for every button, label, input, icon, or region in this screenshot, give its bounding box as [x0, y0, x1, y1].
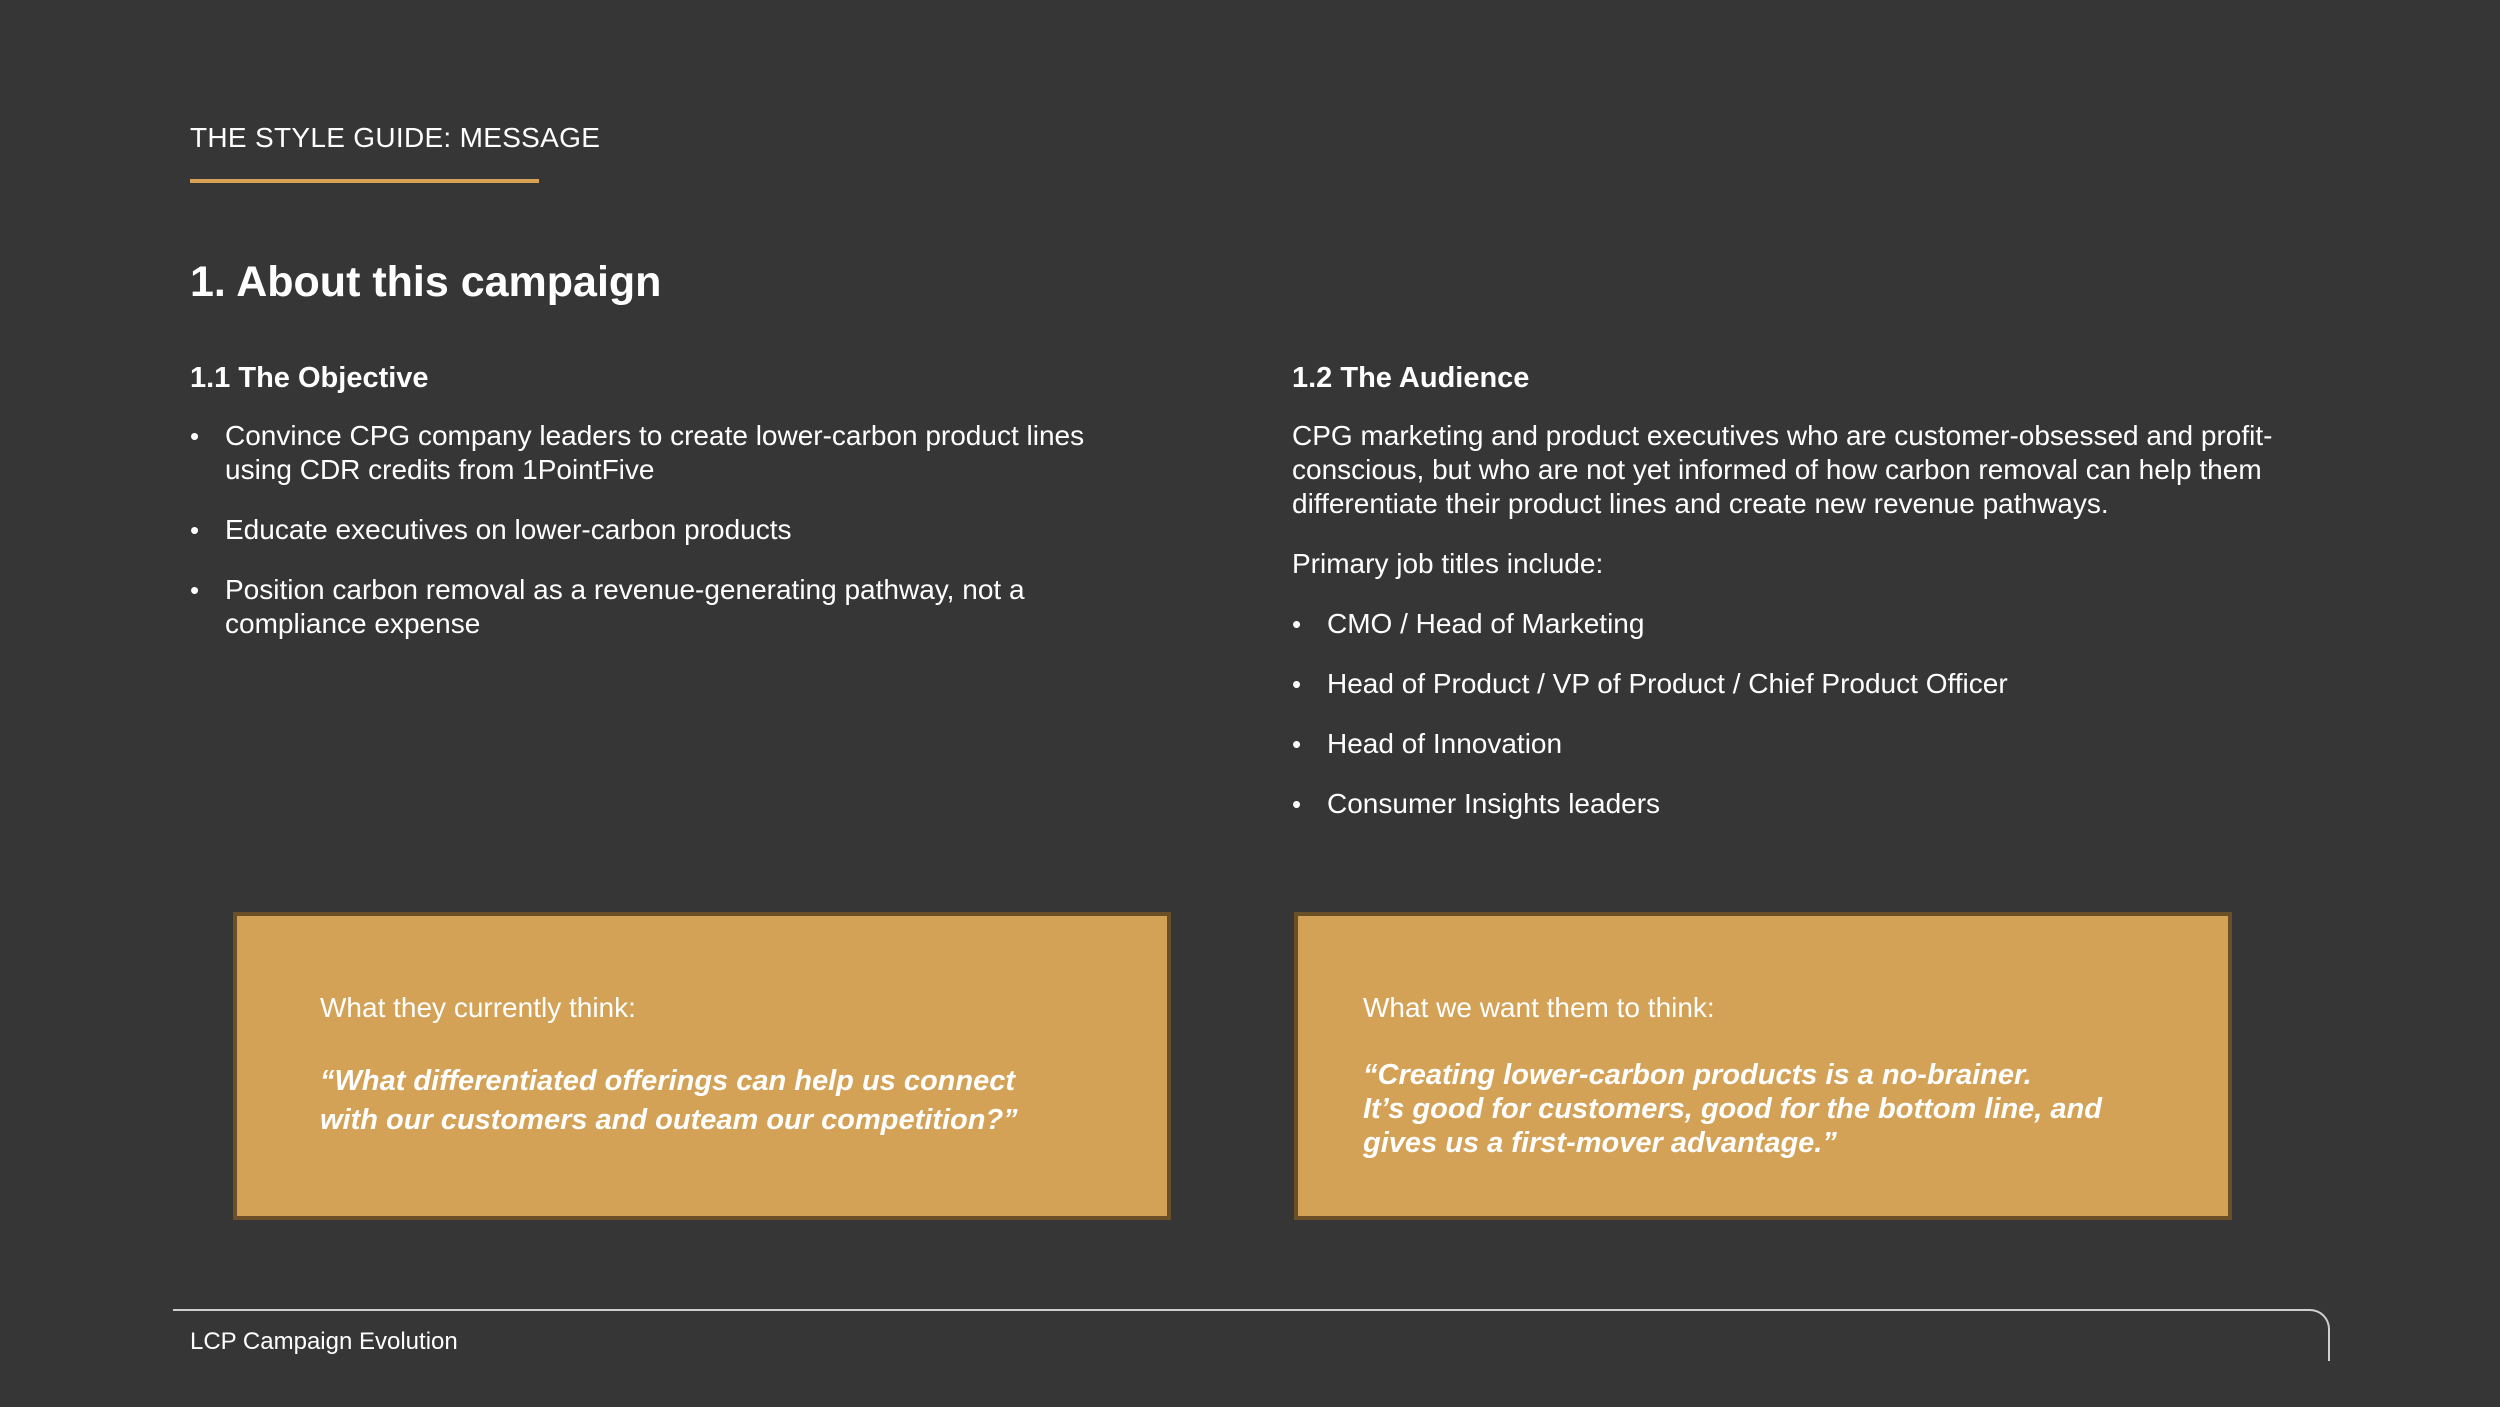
callout-quote-line: “Creating lower-carbon products is a no-brainer.: [1363, 1059, 2032, 1091]
footer-divider: [173, 1309, 2330, 1361]
callout-quote: “What differentiated offerings can help us connect with our customers and outeam our competition?”: [320, 1065, 1018, 1136]
list-item: [1292, 727, 2322, 761]
page-title: 1. About this campaign: [190, 258, 662, 306]
callout-label: What they currently think:: [320, 992, 636, 1023]
eyebrow-underline: [190, 179, 539, 183]
objective-heading: 1.1 The Objective: [190, 362, 429, 394]
list-item-text: Consumer Insights leaders: [1327, 788, 1661, 819]
list-item: [190, 513, 1130, 547]
audience-description: CPG marketing and product executives who are customer-obsessed and profit-conscious, but who are not yet informed of how carbon removal can help them differentiate their product lines and create new revenue pathways.: [1292, 420, 2273, 519]
callout-quote-line: It’s good for customers, good for the bottom line, and gives us a first-mover advantage.”: [1363, 1093, 2102, 1159]
objective-list: [190, 419, 1130, 641]
job-titles-intro: Primary job titles include:: [1292, 548, 1604, 579]
bullet-icon: •: [190, 515, 200, 545]
callout-label: What we want them to think:: [1363, 992, 1715, 1023]
list-item: [1292, 607, 2322, 641]
bullet-icon: •: [1292, 729, 1302, 759]
list-item: [190, 573, 1130, 641]
audience-section: [1292, 360, 2322, 847]
list-item: [190, 419, 1130, 487]
section-eyebrow: THE STYLE GUIDE: MESSAGE: [190, 122, 601, 153]
bullet-icon: •: [1292, 789, 1302, 819]
bullet-icon: •: [190, 575, 200, 605]
objective-section: [190, 360, 1130, 667]
list-item-text: Educate executives on lower-carbon products: [225, 514, 792, 545]
list-item-text: CMO / Head of Marketing: [1327, 608, 1645, 639]
list-item: [1292, 667, 2322, 701]
bullet-icon: •: [1292, 609, 1302, 639]
desired-thinking-callout: [1294, 912, 2232, 1220]
bullet-icon: •: [1292, 669, 1302, 699]
callout-quote: [1363, 1058, 2183, 1160]
job-titles-list: [1292, 607, 2322, 821]
footer-label: LCP Campaign Evolution: [190, 1328, 458, 1355]
bullet-icon: •: [190, 421, 200, 451]
audience-heading: 1.2 The Audience: [1292, 362, 1530, 394]
list-item: [1292, 787, 2322, 821]
list-item-text: Head of Innovation: [1327, 728, 1563, 759]
list-item-text: Convince CPG company leaders to create lower-carbon product lines using CDR credits from 1PointFive: [225, 420, 1085, 485]
list-item-text: Head of Product / VP of Product / Chief Product Officer: [1327, 668, 2008, 699]
list-item-text: Position carbon removal as a revenue-generating pathway, not a compliance expense: [225, 574, 1025, 639]
current-thinking-callout: [233, 912, 1171, 1220]
